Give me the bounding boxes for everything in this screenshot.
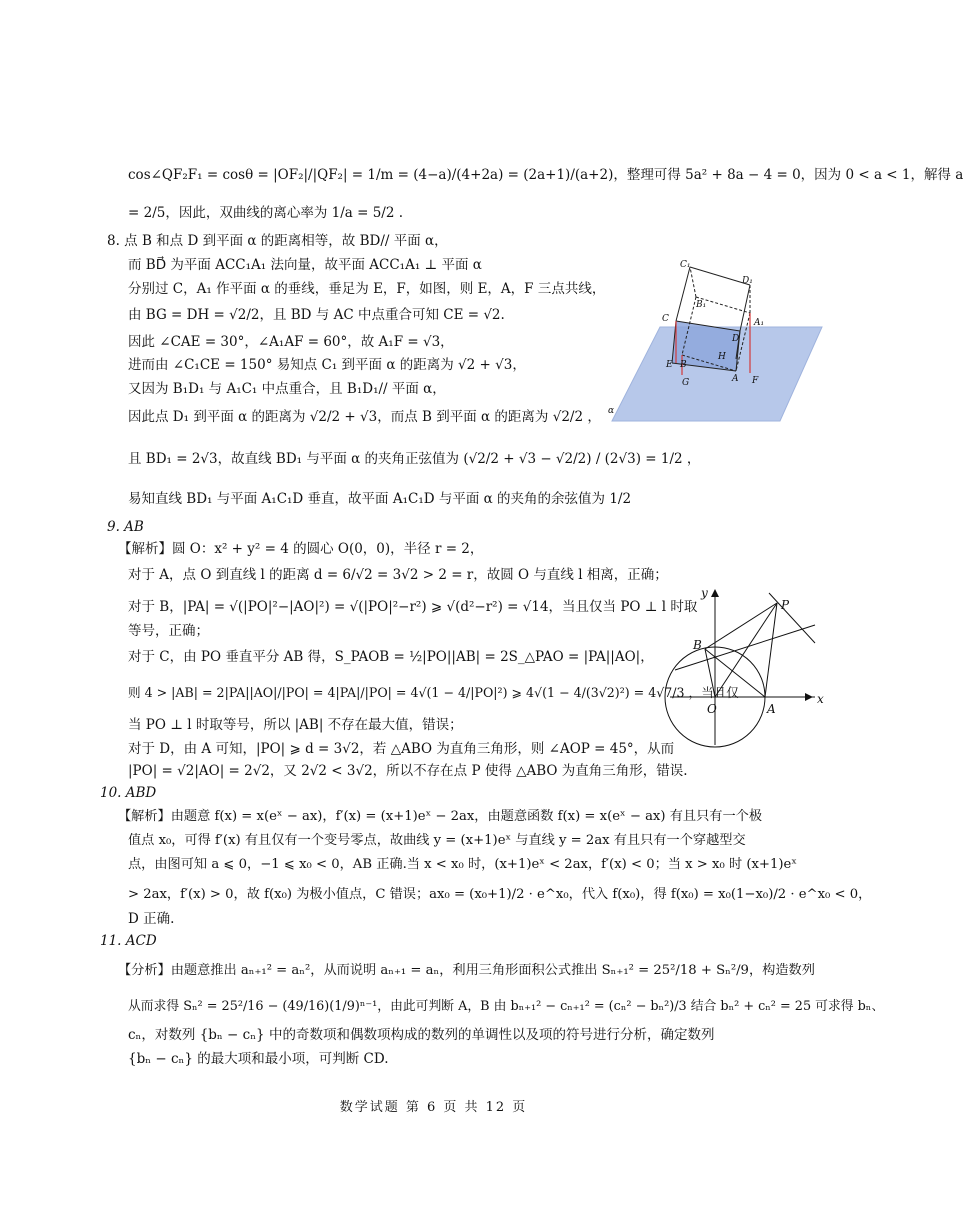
label-G: G bbox=[682, 378, 690, 388]
text-line-16: 对于 B，|PA| = √(|PO|²−|AO|²) = √(|PO|²−r²) ⩾ √(d²−r²) = √14，当且仅当 PO ⊥ l 时取 bbox=[128, 599, 698, 615]
label-C1: C₁ bbox=[680, 260, 691, 270]
label-E: E bbox=[666, 360, 673, 370]
text-line-30: 【分析】由题意推出 aₙ₊₁² = aₙ²，从而说明 aₙ₊₁ = aₙ，利用三角形面积公式推出 Sₙ₊₁² = 25²/18 + Sₙ²/9，构造数列 bbox=[118, 963, 815, 978]
text-line-1: cos∠QF₂F₁ = cosθ = |OF₂|/|QF₂| = 1/m = (4−a)/(4+2a) = (2a+1)/(a+2)，整理可得 5a² + 8a − 4 = 0，因为 0 < a < 1，解得 a bbox=[128, 167, 963, 183]
label-H: H bbox=[718, 352, 726, 362]
figure-prism-plane bbox=[600, 255, 825, 425]
label-D: D bbox=[732, 334, 740, 344]
label-A: A bbox=[767, 702, 776, 716]
text-line-20: 当 PO ⊥ l 时取等号，所以 |AB| 不存在最大值，错误； bbox=[128, 717, 463, 733]
text-line-28: D 正确. bbox=[128, 911, 175, 927]
text-line-8: 进而由 ∠C₁CE = 150° 易知点 C₁ 到平面 α 的距离为 √2 + √3， bbox=[128, 357, 526, 373]
text-line-22: |PO| = √2|AO| = 2√2，又 2√2 < 3√2，所以不存在点 P 使得 △ABO 为直角三角形，错误. bbox=[128, 763, 688, 779]
text-line-31: 从而求得 Sₙ² = 25²/16 − (49/16)(1/9)ⁿ⁻¹，由此可判断 A，B 由 bₙ₊₁² − cₙ₊₁² = (cₙ² − bₙ²)/3 结合 bₙ² + cₙ² = 25 可求得 bₙ、 bbox=[128, 999, 885, 1014]
text-line-29: 11. ACD bbox=[100, 933, 157, 949]
text-line-4: 而 BD⃗ 为平面 ACC₁A₁ 法向量，故平面 ACC₁A₁ ⊥ 平面 α bbox=[128, 257, 482, 273]
text-line-5: 分别过 C，A₁ 作平面 α 的垂线，垂足为 E，F，如图，则 E，A，F 三点共线， bbox=[128, 281, 606, 297]
text-line-13: 9. AB bbox=[107, 519, 144, 535]
label-x: x bbox=[817, 692, 824, 706]
label-D1: D₁ bbox=[742, 276, 753, 286]
text-line-14: 【解析】圆 O：x² + y² = 4 的圆心 O(0，0)，半径 r = 2， bbox=[118, 541, 484, 557]
text-line-6: 由 BG = DH = √2/2，且 BD 与 AC 中点重合可知 CE = √2. bbox=[128, 307, 505, 323]
label-O: O bbox=[707, 702, 717, 716]
text-line-21: 对于 D，由 A 可知，|PO| ⩾ d = 3√2，若 △ABO 为直角三角形，则 ∠AOP = 45°，从而 bbox=[128, 741, 675, 757]
text-line-2: = 2/5，因此，双曲线的离心率为 1/a = 5/2 . bbox=[128, 205, 404, 221]
figure-circle-tangents bbox=[665, 585, 855, 750]
tangent-line bbox=[769, 593, 815, 643]
label-A: A bbox=[732, 374, 739, 384]
text-line-11: 且 BD₁ = 2√3，故直线 BD₁ 与平面 α 的夹角正弦值为 (√2/2 + √3 − √2/2) / (2√3) = 1/2 ， bbox=[128, 451, 701, 467]
text-line-18: 对于 C，由 PO 垂直平分 AB 得，S_PAOB = ½|PO||AB| = 2S_△PAO = |PA||AO|， bbox=[128, 649, 654, 665]
text-line-33: {bₙ − cₙ} 的最大项和最小项，可判断 CD. bbox=[128, 1051, 389, 1067]
label-alpha: α bbox=[608, 406, 615, 416]
label-A1: A₁ bbox=[754, 318, 765, 328]
text-line-25: 值点 x₀，可得 f′(x) 有且仅有一个变号零点，故曲线 y = (x+1)eˣ 与直线 y = 2ax 有且只有一个穿越型交 bbox=[128, 833, 746, 848]
text-line-27: > 2ax，f′(x) > 0，故 f(x₀) 为极小值点，C 错误；ax₀ = (x₀+1)/2 · e^x₀，代入 f(x₀)，得 f(x₀) = x₀(1−x₀)/2 · e^x₀ < 0， bbox=[128, 887, 872, 902]
label-F: F bbox=[752, 376, 759, 386]
label-B: B bbox=[680, 360, 687, 370]
text-line-26: 点，由图可知 a ⩽ 0，−1 ⩽ x₀ < 0，AB 正确.当 x < x₀ 时，(x+1)eˣ < 2ax，f′(x) < 0；当 x > x₀ 时 (x+1)eˣ bbox=[128, 857, 797, 872]
label-C: C bbox=[662, 314, 669, 324]
text-line-19: 则 4 > |AB| = 2|PA||AO|/|PO| = 4|PA|/|PO| = 4√(1 − 4/|PO|²) ⩾ 4√(1 − 4/(3√2)²) = 4√7/3 ，当且仅 bbox=[128, 685, 739, 700]
label-B: B bbox=[693, 638, 702, 652]
text-line-15: 对于 A，点 O 到直线 l 的距离 d = 6/√2 = 3√2 > 2 = r，故圆 O 与直线 l 相离，正确； bbox=[128, 567, 668, 583]
text-line-10: 因此点 D₁ 到平面 α 的距离为 √2/2 + √3，而点 B 到平面 α 的距离为 √2/2 ， bbox=[128, 409, 601, 425]
text-line-32: cₙ，对数列 {bₙ − cₙ} 中的奇数项和偶数项构成的数列的单调性以及项的符号进行分析，确定数列 bbox=[128, 1027, 715, 1043]
label-B1: B₁ bbox=[696, 300, 707, 310]
label-P: P bbox=[781, 598, 790, 612]
text-line-9: 又因为 B₁D₁ 与 A₁C₁ 中点重合，且 B₁D₁// 平面 α， bbox=[128, 381, 446, 397]
text-line-3: 8. 点 B 和点 D 到平面 α 的距离相等，故 BD// 平面 α， bbox=[107, 233, 448, 249]
text-line-12: 易知直线 BD₁ 与平面 A₁C₁D 垂直，故平面 A₁C₁D 与平面 α 的夹角的余弦值为 1/2 bbox=[128, 491, 632, 507]
page-footer: 数学试题 第 6 页 共 12 页 bbox=[339, 1100, 528, 1115]
text-line-24: 【解析】由题意 f(x) = x(eˣ − ax)，f′(x) = (x+1)eˣ − 2ax，由题意函数 f(x) = x(eˣ − ax) 有且只有一个极 bbox=[118, 809, 763, 824]
label-y: y bbox=[701, 586, 708, 600]
text-line-7: 因此 ∠CAE = 30°，∠A₁AF = 60°，故 A₁F = √3， bbox=[128, 334, 454, 350]
text-line-17: 等号，正确； bbox=[128, 623, 209, 639]
text-line-23: 10. ABD bbox=[100, 785, 157, 801]
